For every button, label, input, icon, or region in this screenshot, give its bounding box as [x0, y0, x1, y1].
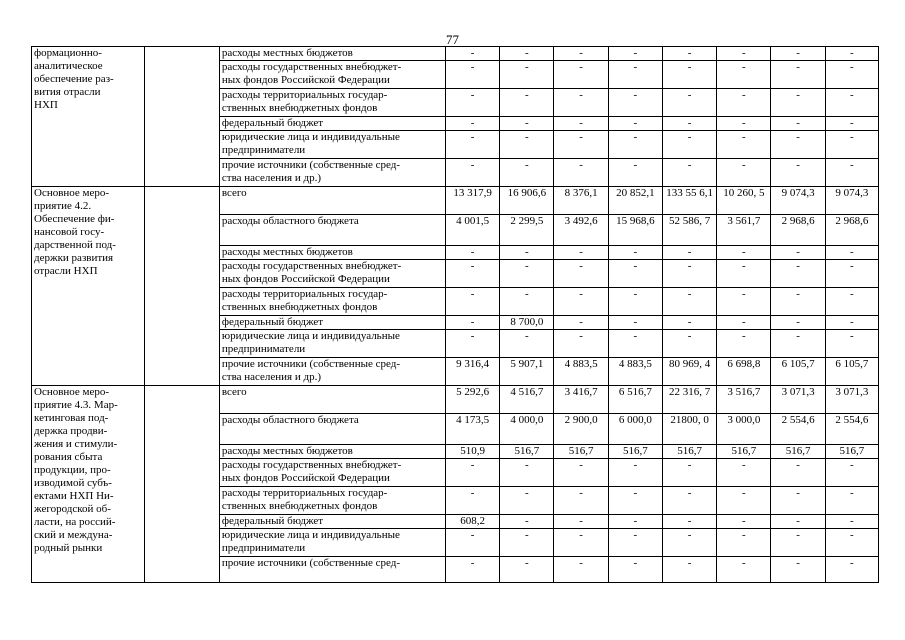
- funding-source-cell: [219, 316, 445, 330]
- text-line: ных фондов Российской Федерации: [221, 273, 390, 285]
- value-cell: 21800, 0: [662, 414, 716, 445]
- funding-source-cell: [219, 414, 445, 445]
- value-cell: 10 260, 5: [717, 187, 771, 215]
- value-cell: -: [717, 529, 771, 557]
- value-cell: -: [717, 515, 771, 529]
- text-line: ства населения и др.): [221, 371, 322, 383]
- funding-source-cell: [219, 288, 445, 316]
- value-cell: -: [662, 330, 716, 358]
- value-cell: 13 317,9: [445, 187, 499, 215]
- value-cell: -: [825, 89, 878, 117]
- value-cell: -: [554, 316, 608, 330]
- text-line: расходы областного бюджета: [221, 215, 359, 227]
- value-cell: -: [825, 487, 878, 515]
- value-cell: -: [771, 288, 825, 316]
- value-cell: -: [825, 260, 878, 288]
- funding-source-cell: [219, 529, 445, 557]
- value-cell: 3 071,3: [771, 386, 825, 414]
- value-cell: 516,7: [500, 445, 554, 459]
- value-cell: -: [500, 529, 554, 557]
- text-line: продукции, про-: [34, 464, 111, 476]
- value-cell: -: [608, 61, 662, 89]
- value-cell: 3 000,0: [717, 414, 771, 445]
- value-cell: 15 968,6: [608, 215, 662, 246]
- value-cell: -: [500, 61, 554, 89]
- value-cell: -: [500, 159, 554, 187]
- text-line: обеспечение раз-: [34, 73, 114, 85]
- value-cell: -: [771, 487, 825, 515]
- text-line: расходы местных бюджетов: [221, 47, 353, 59]
- value-cell: -: [554, 131, 608, 159]
- value-cell: -: [717, 288, 771, 316]
- value-cell: 9 074,3: [825, 187, 878, 215]
- text-line: ский и междуна-: [34, 529, 113, 541]
- value-cell: -: [554, 529, 608, 557]
- value-cell: -: [500, 117, 554, 131]
- text-line: НХП: [34, 99, 58, 111]
- value-cell: -: [554, 459, 608, 487]
- value-cell: -: [717, 61, 771, 89]
- value-cell: -: [662, 487, 716, 515]
- value-cell: -: [771, 117, 825, 131]
- value-cell: -: [500, 246, 554, 260]
- value-cell: 2 299,5: [500, 215, 554, 246]
- value-cell: 16 906,6: [500, 187, 554, 215]
- value-cell: 4 001,5: [445, 215, 499, 246]
- value-cell: -: [825, 246, 878, 260]
- text-line: прочие источники (собственные сред-: [221, 557, 400, 569]
- value-cell: -: [608, 316, 662, 330]
- value-cell: -: [608, 330, 662, 358]
- text-line: расходы территориальных государ-: [221, 89, 388, 101]
- value-cell: -: [500, 288, 554, 316]
- value-cell: -: [445, 288, 499, 316]
- text-line: расходы государственных внебюджет-: [221, 61, 402, 73]
- funding-source-cell: [219, 61, 445, 89]
- value-cell: -: [662, 260, 716, 288]
- executor-cell: [144, 187, 219, 386]
- value-cell: -: [825, 459, 878, 487]
- funding-source-cell: [219, 159, 445, 187]
- value-cell: 510,9: [445, 445, 499, 459]
- value-cell: -: [445, 61, 499, 89]
- funding-source-cell: [219, 445, 445, 459]
- text-line: предприниматели: [221, 144, 306, 156]
- value-cell: -: [608, 487, 662, 515]
- value-cell: -: [717, 316, 771, 330]
- value-cell: -: [608, 246, 662, 260]
- page-number: 77: [446, 32, 459, 47]
- value-cell: -: [554, 159, 608, 187]
- value-cell: 6 516,7: [608, 386, 662, 414]
- value-cell: 20 852,1: [608, 187, 662, 215]
- value-cell: -: [445, 487, 499, 515]
- value-cell: -: [445, 330, 499, 358]
- value-cell: -: [554, 515, 608, 529]
- funding-source-cell: [219, 358, 445, 386]
- value-cell: -: [717, 246, 771, 260]
- value-cell: -: [445, 47, 499, 61]
- value-cell: -: [500, 330, 554, 358]
- text-line: ектами НХП Ни-: [34, 490, 114, 502]
- value-cell: -: [445, 89, 499, 117]
- value-cell: -: [554, 61, 608, 89]
- value-cell: -: [825, 47, 878, 61]
- value-cell: -: [717, 131, 771, 159]
- text-line: расходы областного бюджета: [221, 414, 359, 426]
- value-cell: -: [662, 316, 716, 330]
- value-cell: 133 55 6,1: [662, 187, 716, 215]
- value-cell: 2 968,6: [771, 215, 825, 246]
- funding-source-cell: [219, 487, 445, 515]
- value-cell: 4 883,5: [608, 358, 662, 386]
- value-cell: -: [554, 288, 608, 316]
- value-cell: -: [771, 131, 825, 159]
- value-cell: -: [554, 117, 608, 131]
- text-line: расходы местных бюджетов: [221, 445, 353, 457]
- measure-name-cell: [32, 386, 145, 583]
- value-cell: -: [662, 159, 716, 187]
- value-cell: -: [825, 131, 878, 159]
- value-cell: 516,7: [771, 445, 825, 459]
- text-line: расходы государственных внебюджет-: [221, 459, 402, 471]
- value-cell: -: [608, 288, 662, 316]
- value-cell: -: [717, 159, 771, 187]
- text-line: федеральный бюджет: [221, 316, 324, 328]
- value-cell: -: [771, 246, 825, 260]
- value-cell: -: [608, 117, 662, 131]
- value-cell: -: [662, 459, 716, 487]
- value-cell: -: [445, 159, 499, 187]
- funding-source-cell: [219, 386, 445, 414]
- text-line: расходы государственных внебюджет-: [221, 260, 402, 272]
- text-line: юридические лица и индивидуальные: [221, 529, 400, 541]
- value-cell: -: [717, 89, 771, 117]
- measure-name-cell: [32, 47, 145, 187]
- value-cell: 8 700,0: [500, 316, 554, 330]
- value-cell: -: [445, 557, 499, 583]
- value-cell: -: [608, 159, 662, 187]
- value-cell: -: [554, 47, 608, 61]
- value-cell: -: [500, 459, 554, 487]
- value-cell: -: [662, 131, 716, 159]
- value-cell: -: [771, 159, 825, 187]
- value-cell: 516,7: [825, 445, 878, 459]
- value-cell: -: [771, 529, 825, 557]
- value-cell: 3 516,7: [717, 386, 771, 414]
- text-line: жегородской об-: [34, 503, 111, 515]
- text-line: всего: [221, 386, 247, 398]
- measure-name-cell: [32, 187, 145, 386]
- text-line: всего: [221, 187, 247, 199]
- value-cell: 6 000,0: [608, 414, 662, 445]
- value-cell: 2 554,6: [771, 414, 825, 445]
- value-cell: 516,7: [554, 445, 608, 459]
- value-cell: -: [717, 47, 771, 61]
- value-cell: 80 969, 4: [662, 358, 716, 386]
- text-line: предприниматели: [221, 542, 306, 554]
- value-cell: 516,7: [717, 445, 771, 459]
- text-line: кетинговая под-: [34, 412, 109, 424]
- value-cell: -: [500, 89, 554, 117]
- text-line: ных фондов Российской Федерации: [221, 472, 390, 484]
- value-cell: 52 586, 7: [662, 215, 716, 246]
- value-cell: 5 292,6: [445, 386, 499, 414]
- value-cell: -: [500, 557, 554, 583]
- text-line: Основное меро-: [34, 187, 110, 199]
- value-cell: 2 900,0: [554, 414, 608, 445]
- funding-source-cell: [219, 260, 445, 288]
- text-line: расходы территориальных государ-: [221, 487, 388, 499]
- funding-source-cell: [219, 187, 445, 215]
- value-cell: 3 492,6: [554, 215, 608, 246]
- text-line: прочие источники (собственные сред-: [221, 159, 400, 171]
- funding-source-cell: [219, 515, 445, 529]
- text-line: ственных внебюджетных фондов: [221, 301, 378, 313]
- funding-source-cell: [219, 215, 445, 246]
- value-cell: -: [445, 260, 499, 288]
- budget-table: [31, 46, 879, 583]
- text-line: нансовой госу-: [34, 226, 105, 238]
- value-cell: -: [445, 117, 499, 131]
- text-line: ных фондов Российской Федерации: [221, 74, 390, 86]
- table-row: [32, 187, 879, 215]
- value-cell: -: [500, 131, 554, 159]
- value-cell: 22 316, 7: [662, 386, 716, 414]
- value-cell: 8 376,1: [554, 187, 608, 215]
- value-cell: -: [771, 89, 825, 117]
- text-line: расходы местных бюджетов: [221, 246, 353, 258]
- text-line: Обеспечение фи-: [34, 213, 115, 225]
- value-cell: 4 516,7: [500, 386, 554, 414]
- value-cell: -: [662, 529, 716, 557]
- value-cell: -: [662, 246, 716, 260]
- text-line: юридические лица и индивидуальные: [221, 131, 400, 143]
- text-line: формационно-: [34, 47, 102, 59]
- text-line: ственных внебюджетных фондов: [221, 500, 378, 512]
- value-cell: -: [825, 61, 878, 89]
- value-cell: -: [662, 288, 716, 316]
- value-cell: -: [608, 131, 662, 159]
- value-cell: -: [825, 159, 878, 187]
- value-cell: -: [771, 459, 825, 487]
- value-cell: -: [717, 117, 771, 131]
- value-cell: -: [825, 288, 878, 316]
- value-cell: -: [662, 89, 716, 117]
- text-line: изводимой субъ-: [34, 477, 112, 489]
- value-cell: -: [662, 557, 716, 583]
- value-cell: -: [717, 459, 771, 487]
- value-cell: -: [771, 557, 825, 583]
- text-line: вития отрасли: [34, 86, 101, 98]
- funding-source-cell: [219, 47, 445, 61]
- value-cell: -: [825, 515, 878, 529]
- value-cell: 6 698,8: [717, 358, 771, 386]
- value-cell: -: [825, 529, 878, 557]
- text-line: родный рынки: [34, 542, 103, 554]
- value-cell: -: [771, 515, 825, 529]
- value-cell: -: [608, 459, 662, 487]
- value-cell: -: [554, 89, 608, 117]
- funding-source-cell: [219, 89, 445, 117]
- funding-source-cell: [219, 117, 445, 131]
- value-cell: -: [825, 117, 878, 131]
- text-line: федеральный бюджет: [221, 117, 324, 129]
- text-line: ственных внебюджетных фондов: [221, 102, 378, 114]
- text-line: приятие 4.2.: [34, 200, 92, 212]
- value-cell: -: [717, 330, 771, 358]
- value-cell: 4 173,5: [445, 414, 499, 445]
- table-row: [32, 386, 879, 414]
- value-cell: -: [825, 557, 878, 583]
- text-line: отрасли НХП: [34, 265, 98, 277]
- value-cell: 3 071,3: [825, 386, 878, 414]
- value-cell: -: [771, 330, 825, 358]
- text-line: аналитическое: [34, 60, 103, 72]
- value-cell: -: [554, 246, 608, 260]
- value-cell: -: [445, 131, 499, 159]
- value-cell: -: [554, 487, 608, 515]
- text-line: держка продви-: [34, 425, 108, 437]
- value-cell: 516,7: [608, 445, 662, 459]
- value-cell: -: [554, 557, 608, 583]
- text-line: предприниматели: [221, 343, 306, 355]
- value-cell: -: [662, 61, 716, 89]
- value-cell: 608,2: [445, 515, 499, 529]
- value-cell: 3 561,7: [717, 215, 771, 246]
- value-cell: -: [608, 515, 662, 529]
- executor-cell: [144, 47, 219, 187]
- value-cell: -: [608, 47, 662, 61]
- funding-source-cell: [219, 557, 445, 583]
- value-cell: 9 074,3: [771, 187, 825, 215]
- value-cell: -: [825, 316, 878, 330]
- executor-cell: [144, 386, 219, 583]
- table-row: [32, 47, 879, 61]
- value-cell: 3 416,7: [554, 386, 608, 414]
- text-line: ласти, на россий-: [34, 516, 116, 528]
- value-cell: 6 105,7: [771, 358, 825, 386]
- value-cell: -: [771, 61, 825, 89]
- text-line: дарственной под-: [34, 239, 116, 251]
- value-cell: -: [445, 459, 499, 487]
- value-cell: -: [662, 117, 716, 131]
- value-cell: 2 968,6: [825, 215, 878, 246]
- value-cell: 6 105,7: [825, 358, 878, 386]
- text-line: расходы территориальных государ-: [221, 288, 388, 300]
- value-cell: 9 316,4: [445, 358, 499, 386]
- value-cell: -: [608, 89, 662, 117]
- funding-source-cell: [219, 246, 445, 260]
- text-line: жения и стимули-: [34, 438, 118, 450]
- value-cell: -: [608, 529, 662, 557]
- funding-source-cell: [219, 459, 445, 487]
- value-cell: -: [717, 487, 771, 515]
- text-line: приятие 4.3. Мар-: [34, 399, 118, 411]
- value-cell: -: [445, 246, 499, 260]
- value-cell: 4 883,5: [554, 358, 608, 386]
- value-cell: -: [445, 529, 499, 557]
- value-cell: -: [500, 515, 554, 529]
- value-cell: -: [500, 47, 554, 61]
- value-cell: -: [554, 260, 608, 288]
- value-cell: -: [608, 557, 662, 583]
- value-cell: -: [771, 260, 825, 288]
- text-line: прочие источники (собственные сред-: [221, 358, 400, 370]
- value-cell: -: [717, 557, 771, 583]
- text-line: федеральный бюджет: [221, 515, 324, 527]
- text-line: рования сбыта: [34, 451, 103, 463]
- value-cell: -: [662, 47, 716, 61]
- funding-source-cell: [219, 330, 445, 358]
- value-cell: -: [771, 316, 825, 330]
- text-line: ства населения и др.): [221, 172, 322, 184]
- value-cell: -: [608, 260, 662, 288]
- value-cell: 2 554,6: [825, 414, 878, 445]
- text-line: держки развития: [34, 252, 114, 264]
- funding-source-cell: [219, 131, 445, 159]
- value-cell: 4 000,0: [500, 414, 554, 445]
- value-cell: -: [717, 260, 771, 288]
- value-cell: 516,7: [662, 445, 716, 459]
- value-cell: -: [500, 260, 554, 288]
- value-cell: -: [500, 487, 554, 515]
- text-line: Основное меро-: [34, 386, 110, 398]
- value-cell: -: [771, 47, 825, 61]
- value-cell: -: [554, 330, 608, 358]
- text-line: юридические лица и индивидуальные: [221, 330, 400, 342]
- value-cell: -: [825, 330, 878, 358]
- value-cell: -: [662, 515, 716, 529]
- value-cell: 5 907,1: [500, 358, 554, 386]
- value-cell: -: [445, 316, 499, 330]
